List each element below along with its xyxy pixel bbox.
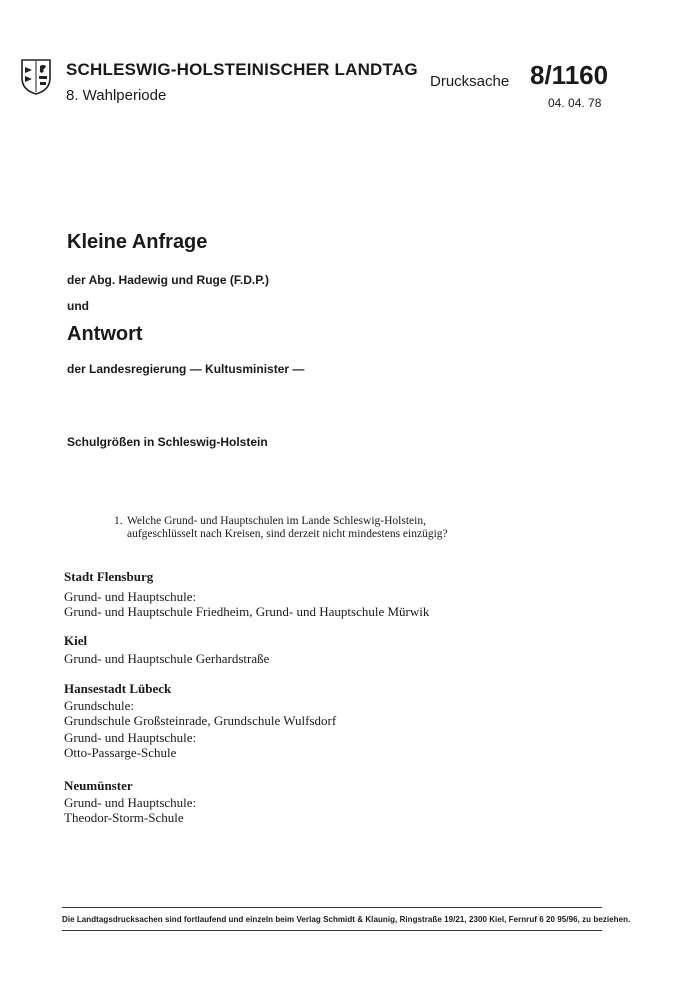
question-number: 1. (114, 515, 123, 527)
document-subject: Schulgrößen in Schleswig-Holstein (67, 435, 268, 449)
footer-divider (62, 907, 602, 908)
answer-line: Grund- und Hauptschule Friedheim, Grund- und Hauptschule Mürwik (64, 604, 430, 619)
inquiry-authors: der Abg. Hadewig und Ruge (F.D.P.) (67, 273, 270, 287)
document-title-inquiry: Kleine Anfrage (67, 231, 208, 253)
region-heading: Neumünster (64, 778, 133, 793)
answer-line: Theodor-Storm-Schule (64, 810, 184, 825)
coat-of-arms-icon (20, 58, 52, 96)
legislative-period: 8. Wahlperiode (66, 87, 167, 104)
region-heading: Kiel (64, 633, 88, 648)
answer-line: Grund- und Hauptschule: (64, 589, 197, 604)
answer-line: Grund- und Hauptschule Gerhardstraße (64, 651, 270, 666)
footer-divider (62, 930, 602, 931)
document-date: 04. 04. 78 (548, 96, 602, 110)
answer-line: Grundschule Großsteinrade, Grundschule Wulfsdorf (64, 713, 337, 728)
answer-line: Grund- und Hauptschule: (64, 795, 197, 810)
drucksache-number: 8/1160 (530, 60, 609, 90)
conjunction-und: und (67, 299, 89, 313)
footer-publisher-note: Die Landtagsdrucksachen sind fortlaufend und einzeln beim Verlag Schmidt & Klaunig, Ringstraße 19/21, 2300 Kiel, Fernruf 6 20 95/96, zu beziehen. (62, 915, 631, 924)
parliament-name: SCHLESWIG-HOLSTEINISCHER LANDTAG (66, 60, 418, 79)
answer-respondent: der Landesregierung — Kultusminister — (67, 362, 305, 376)
region-heading: Hansestadt Lübeck (64, 681, 172, 696)
question-text: Welche Grund- und Hauptschulen im Lande Schleswig-Holstein, aufgeschlüsselt nach Kreisen, sind derzeit nicht mindestens einzügig? (127, 515, 448, 541)
drucksache-label: Drucksache (430, 73, 510, 90)
answer-line: Grund- und Hauptschule: (64, 730, 197, 745)
region-heading: Stadt Flensburg (64, 569, 154, 584)
document-title-answer: Antwort (67, 323, 143, 345)
answer-line: Grundschule: (64, 698, 135, 713)
answer-line: Otto-Passarge-Schule (64, 745, 177, 760)
